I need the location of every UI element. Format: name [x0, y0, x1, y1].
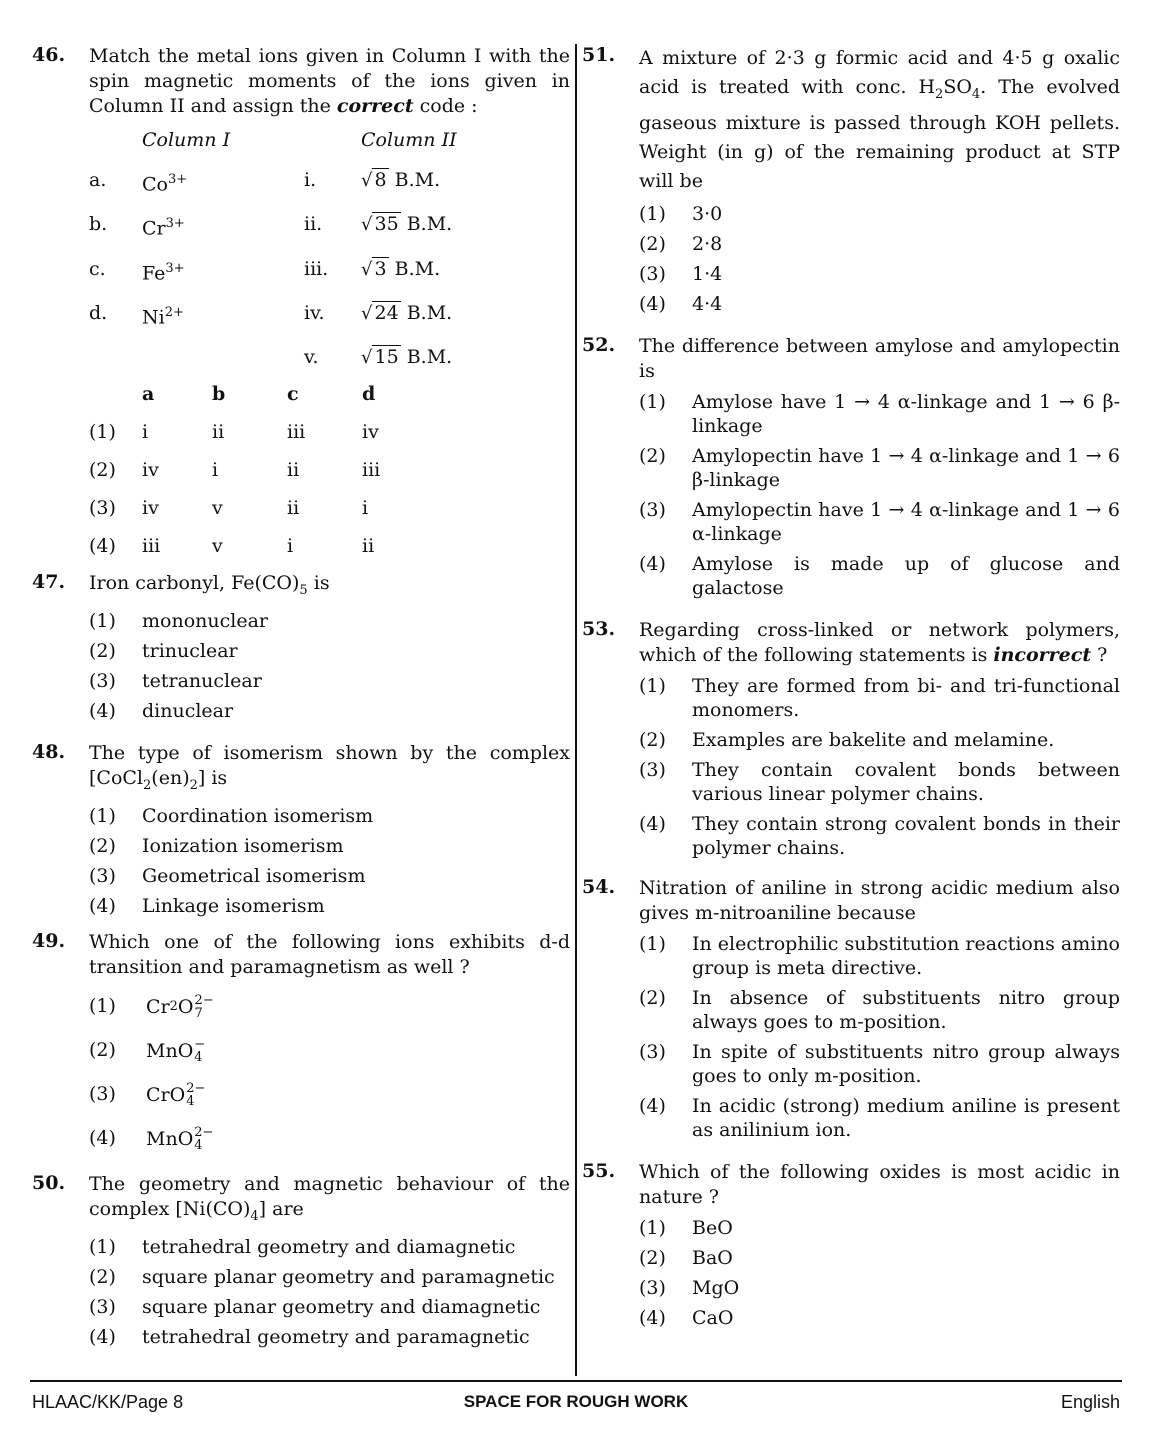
option: (2) Examples are bakelite and melamine. — [639, 728, 1055, 751]
option: (3) 1·4 — [639, 262, 723, 285]
match-label: d. — [89, 301, 108, 324]
question-number: 49. — [32, 929, 66, 952]
question-stem: Which of the following oxides is most acidic in nature ? — [639, 1160, 1120, 1208]
metal-ion: $Co^{3+}$ — [142, 172, 188, 196]
option: (2) BaO — [639, 1246, 733, 1269]
question-52 — [582, 334, 1120, 600]
roman-label: i. — [304, 169, 317, 191]
option: (2) In absence of substituents nitro group always goes to m-position. — [639, 986, 1120, 1033]
option: (1) Amylose have 1 → 4 α-linkage and 1 → 6 β-linkage — [639, 390, 1120, 437]
option: (3) CrO 2− 4 — [89, 1080, 206, 1109]
option: (3) MgO — [639, 1276, 740, 1299]
question-46 — [32, 44, 570, 559]
question-49 — [32, 930, 570, 1152]
question-stem: Which one of the following ions exhibits d-d transition and paramagnetism as well ? — [89, 930, 570, 978]
question-48 — [32, 741, 570, 918]
roman-label: iv. — [304, 301, 325, 324]
magnetic-moment: √ 8 B.M. — [361, 169, 441, 191]
rough-work-label: SPACE FOR ROUGH WORK — [463, 1392, 689, 1411]
question-stem: Match the metal ions given in Column I with the spin magnetic moments of the ions given in Column II and assign the correct code : — [89, 45, 570, 117]
option: (1) In electrophilic substitution reactions amino group is meta directive. — [639, 932, 1120, 979]
question-number: 47. — [32, 571, 66, 594]
question-number: 55. — [582, 1159, 616, 1182]
option: (4) Amylose is made up of glucose and galactose — [639, 552, 1120, 599]
metal-ion: $Ni^{2+}$ — [142, 304, 184, 329]
option: (3) They contain covalent bonds between various linear polymer chains. — [639, 758, 1120, 805]
option: (2) MnO − 4 — [89, 1036, 206, 1065]
magnetic-moment: √ 24 B.M. — [361, 301, 453, 324]
option: (2) 2·8 — [639, 232, 723, 255]
option: (4) In acidic (strong) medium aniline is present as anilinium ion. — [639, 1094, 1120, 1141]
option: (1) mononuclear — [89, 610, 268, 633]
option: (4) MnO 2− 4 — [89, 1124, 214, 1153]
option: (1) tetrahedral geometry and diamagnetic — [89, 1235, 516, 1258]
option: (2) square planar geometry and paramagnetic — [89, 1265, 555, 1288]
question-55 — [582, 1160, 1120, 1330]
column-ii-header: Column II — [361, 129, 457, 151]
question-stem: Nitration of aniline in strong acidic medium also gives m-nitroaniline because — [639, 876, 1120, 924]
right-column — [582, 44, 1120, 1342]
option: (4) dinuclear — [89, 700, 234, 723]
option: (1) 3·0 — [639, 202, 723, 225]
question-number: 53. — [582, 617, 616, 640]
question-number: 52. — [582, 333, 616, 356]
question-stem: The difference between amylose and amylopectin is — [639, 334, 1120, 382]
question-stem: A mixture of 2·3 g formic acid and 4·5 g oxalic acid is treated with conc. $H_2SO_4$. The evolved gaseous mixture is passed through KOH pellets. Weight (in g) of the remaining product at STP will be — [639, 47, 1120, 192]
page-footer — [32, 1392, 1120, 1414]
option: (3) In spite of substituents nitro group always goes to only m-position. — [639, 1040, 1120, 1087]
option: (2) trinuclear — [89, 640, 238, 663]
roman-label: iii. — [304, 257, 329, 280]
option: (3) square planar geometry and diamagnetic — [89, 1295, 541, 1318]
question-stem: Regarding cross-linked or network polymers, which of the following statements is incorrect ? — [639, 618, 1120, 666]
option: (1) They are formed from bi- and tri-functional monomers. — [639, 674, 1120, 721]
option: (4) Linkage isomerism — [89, 894, 325, 917]
option: (1) Coordination isomerism — [89, 804, 374, 827]
question-number: 51. — [582, 44, 616, 66]
answer-code-table: a b c d (1) i ii iii iv (2) iv i ii iii (3) iv v ii i (4) iii v i ii — [89, 383, 381, 558]
question-47 — [32, 571, 570, 723]
question-50 — [32, 1172, 570, 1349]
option: (1) Cr 2 O 2− 7 — [89, 992, 214, 1021]
column-i-header: Column I — [142, 129, 231, 151]
option: (4) 4·4 — [639, 292, 723, 315]
option-number: (2) — [89, 459, 116, 482]
magnetic-moment: √ 15 B.M. — [361, 346, 453, 369]
option-number: (3) — [89, 497, 116, 520]
magnetic-moment: √ 35 B.M. — [361, 213, 453, 236]
magnetic-moment: √ 3 B.M. — [361, 257, 441, 280]
match-label: a. — [89, 169, 107, 191]
question-54 — [582, 876, 1120, 1142]
option-number: (1) — [89, 421, 116, 444]
language-label: English — [1060, 1392, 1120, 1412]
page-code: HLAAC/KK/Page 8 — [32, 1392, 184, 1412]
column-divider — [575, 44, 577, 1376]
option: (4) CaO — [639, 1306, 734, 1329]
question-stem: Iron carbonyl, $Fe(CO)_5$ is — [89, 572, 330, 599]
option: (2) Ionization isomerism — [89, 834, 344, 857]
option: (1) BeO — [639, 1216, 733, 1239]
left-column — [32, 44, 570, 1361]
metal-ion: $Fe^{3+}$ — [142, 260, 185, 284]
question-number: 46. — [32, 44, 66, 66]
question-stem: The geometry and magnetic behaviour of the complex $[Ni(CO)_4]$ are — [89, 1172, 570, 1224]
question-53 — [582, 618, 1120, 860]
option: (4) They contain strong covalent bonds in their polymer chains. — [639, 812, 1120, 859]
footer-rule — [30, 1380, 1122, 1382]
question-number: 54. — [582, 875, 616, 898]
question-stem: The type of isomerism shown by the complex $[CoCl_2(en)_2]$ is — [89, 742, 570, 793]
option: (3) tetranuclear — [89, 670, 262, 693]
metal-ion: $Cr^{3+}$ — [142, 216, 185, 240]
option: (3) Geometrical isomerism — [89, 864, 366, 887]
option: (2) Amylopectin have 1 → 4 α-linkage and 1 → 6 β-linkage — [639, 444, 1120, 491]
match-table — [89, 127, 570, 371]
question-number: 50. — [32, 1171, 66, 1194]
match-label: b. — [89, 213, 108, 236]
option: (4) tetrahedral geometry and paramagnetic — [89, 1325, 530, 1348]
roman-label: ii. — [304, 213, 323, 236]
question-number: 48. — [32, 741, 66, 764]
question-51 — [582, 44, 1120, 316]
option-number: (4) — [89, 535, 116, 558]
option: (3) Amylopectin have 1 → 4 α-linkage and 1 → 6 α-linkage — [639, 498, 1120, 545]
roman-label: v. — [304, 346, 319, 369]
match-label: c. — [89, 257, 106, 280]
